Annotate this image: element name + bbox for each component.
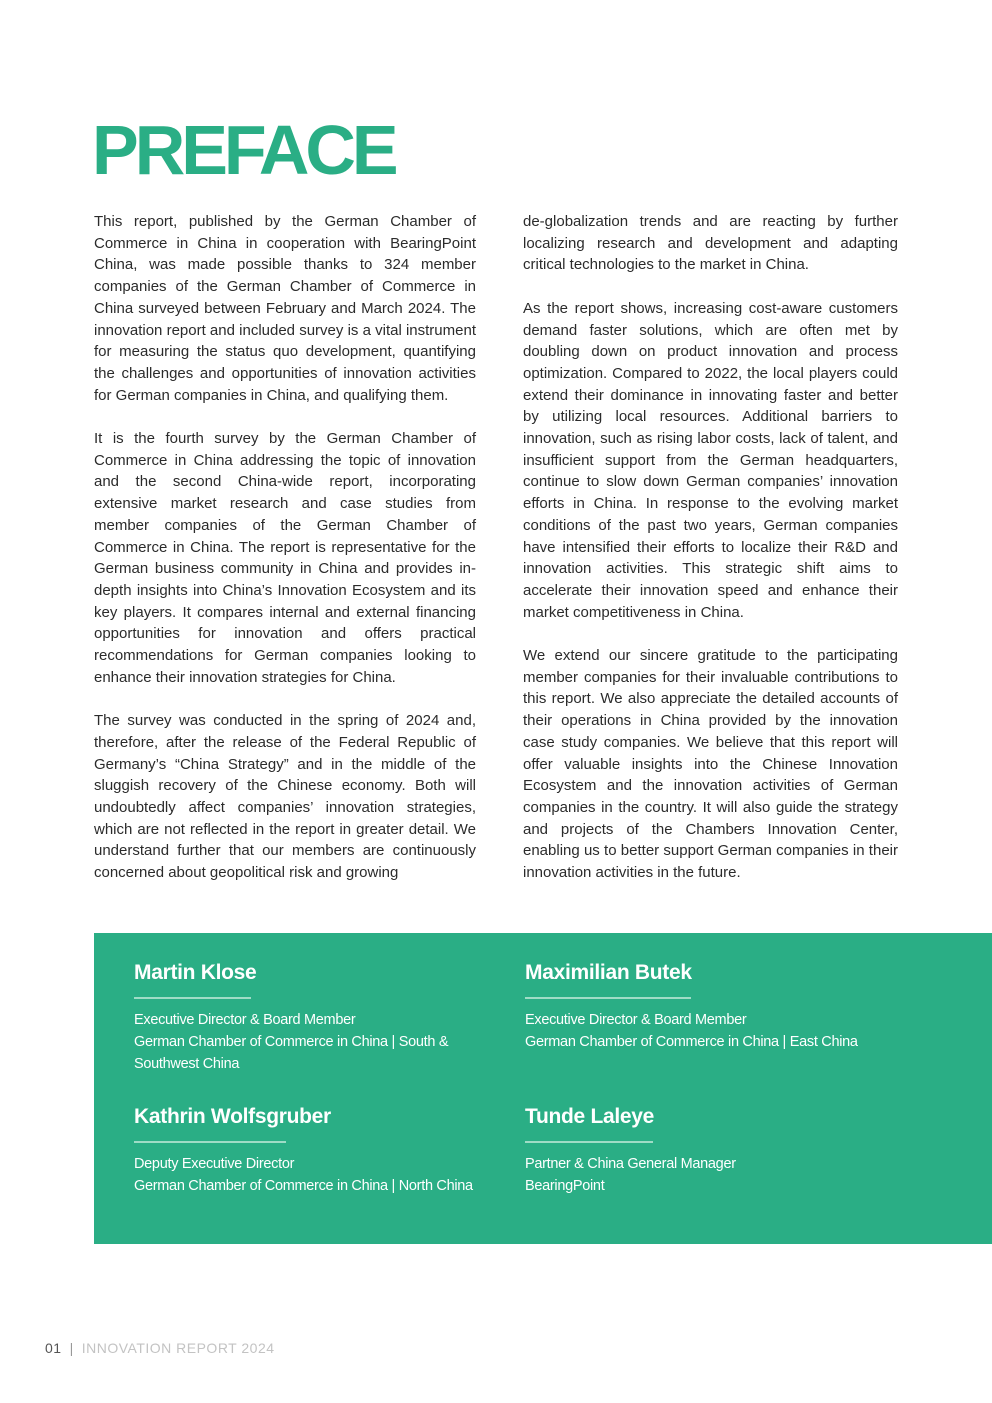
signatory bbox=[134, 959, 479, 1075]
divider bbox=[134, 997, 251, 999]
signatory-name: Maximilian Butek bbox=[525, 961, 692, 984]
divider bbox=[134, 1141, 286, 1143]
paragraph: de-globalization trends and are reacting by further localizing research and development and adapting critical technologies to the market in China. bbox=[523, 213, 898, 274]
paragraph: The survey was conducted in the spring of 2024 and, therefore, after the release of the Federal Republic of Germany’s “China Strategy” and in the middle of the sluggish recovery of the Chinese economy. Both will undoubtedly affect companies’ innovation strategies, which are not reflected in the report in greater detail. We understand further that our members are continuously concerned about geopolitical risk and growing bbox=[94, 712, 476, 882]
paragraph: It is the fourth survey by the German Chamber of Commerce in China addressing the topic of innovation and the second China-wide report, incorporating extensive market research and case studies from member companies of the German Chamber of Commerce in China. The report is representative for the German business community in China and provides in-depth insights into China’s Innovation Ecosystem and its key players. It compares internal and external financing opportunities for innovation and offers practical recommendations for German companies looking to enhance their innovation strategies for China. bbox=[94, 430, 476, 686]
signatory-organization: BearingPoint bbox=[525, 1178, 605, 1194]
signatory-name: Kathrin Wolfsgruber bbox=[134, 1105, 331, 1128]
paragraph: As the report shows, increasing cost-aware customers demand faster solutions, which are often met by doubling down on product innovation and process optimization. Compared to 2022, the local players could extend their dominance in innovating faster and better by utilizing local resources. Additional barriers to innovation, such as rising labor costs, lack of talent, and insufficient support from the German headquarters, continue to slow down German companies’ innovation efforts in China. In response to the evolving market conditions of the past two years, German companies have intensified their efforts to localize their R&D and innovation activities. This strategic shift aims to accelerate their innovation speed and enhance their market competitiveness in China. bbox=[523, 299, 898, 621]
signatory bbox=[134, 1103, 479, 1197]
report-name: INNOVATION REPORT 2024 bbox=[81, 1340, 275, 1356]
page-footer bbox=[45, 1340, 275, 1356]
signatory bbox=[525, 959, 925, 1053]
page-title: PREFACE bbox=[92, 111, 395, 189]
signatory bbox=[525, 1103, 870, 1197]
signatory-organization: German Chamber of Commerce in China | North China bbox=[134, 1178, 473, 1194]
paragraph: This report, published by the German Chamber of Commerce in China in cooperation with BearingPoint China, was made possible thanks to 324 member companies of the German Chamber of Commerce in China surveyed between February and March 2024. The innovation report and included survey is a vital instrument for measuring the status quo development, quantifying the challenges and opportunities of innovation activities for German companies in China, and qualifying them. bbox=[94, 213, 476, 404]
signatory-organization: German Chamber of Commerce in China | East China bbox=[525, 1034, 858, 1050]
divider bbox=[525, 997, 691, 999]
page-number: 01 bbox=[45, 1340, 62, 1356]
signatory-organization: German Chamber of Commerce in China | South & Southwest China bbox=[134, 1034, 449, 1072]
signatory-title: Executive Director & Board Member bbox=[525, 1012, 747, 1028]
left-column bbox=[94, 211, 476, 905]
signatory-name: Tunde Laleye bbox=[525, 1105, 655, 1128]
right-column bbox=[523, 211, 898, 905]
signatory-name: Martin Klose bbox=[134, 961, 257, 984]
footer-separator: | bbox=[69, 1340, 74, 1356]
signatory-title: Deputy Executive Director bbox=[134, 1156, 295, 1172]
signatory-title: Executive Director & Board Member bbox=[134, 1012, 356, 1028]
paragraph: We extend our sincere gratitude to the participating member companies for their invaluable contributions to this report. We also appreciate the detailed accounts of their operations in China provided by the innovation case study companies. We believe that this report will offer valuable insights into the Chinese Innovation Ecosystem and the innovation activities of German companies in the country. It will also guide the strategy and projects of the Chambers Innovation Center, enabling us to better support German companies in their innovation activities in the future. bbox=[523, 647, 898, 882]
signatory-title: Partner & China General Manager bbox=[525, 1156, 736, 1172]
signatories-panel bbox=[94, 933, 992, 1244]
divider bbox=[525, 1141, 653, 1143]
